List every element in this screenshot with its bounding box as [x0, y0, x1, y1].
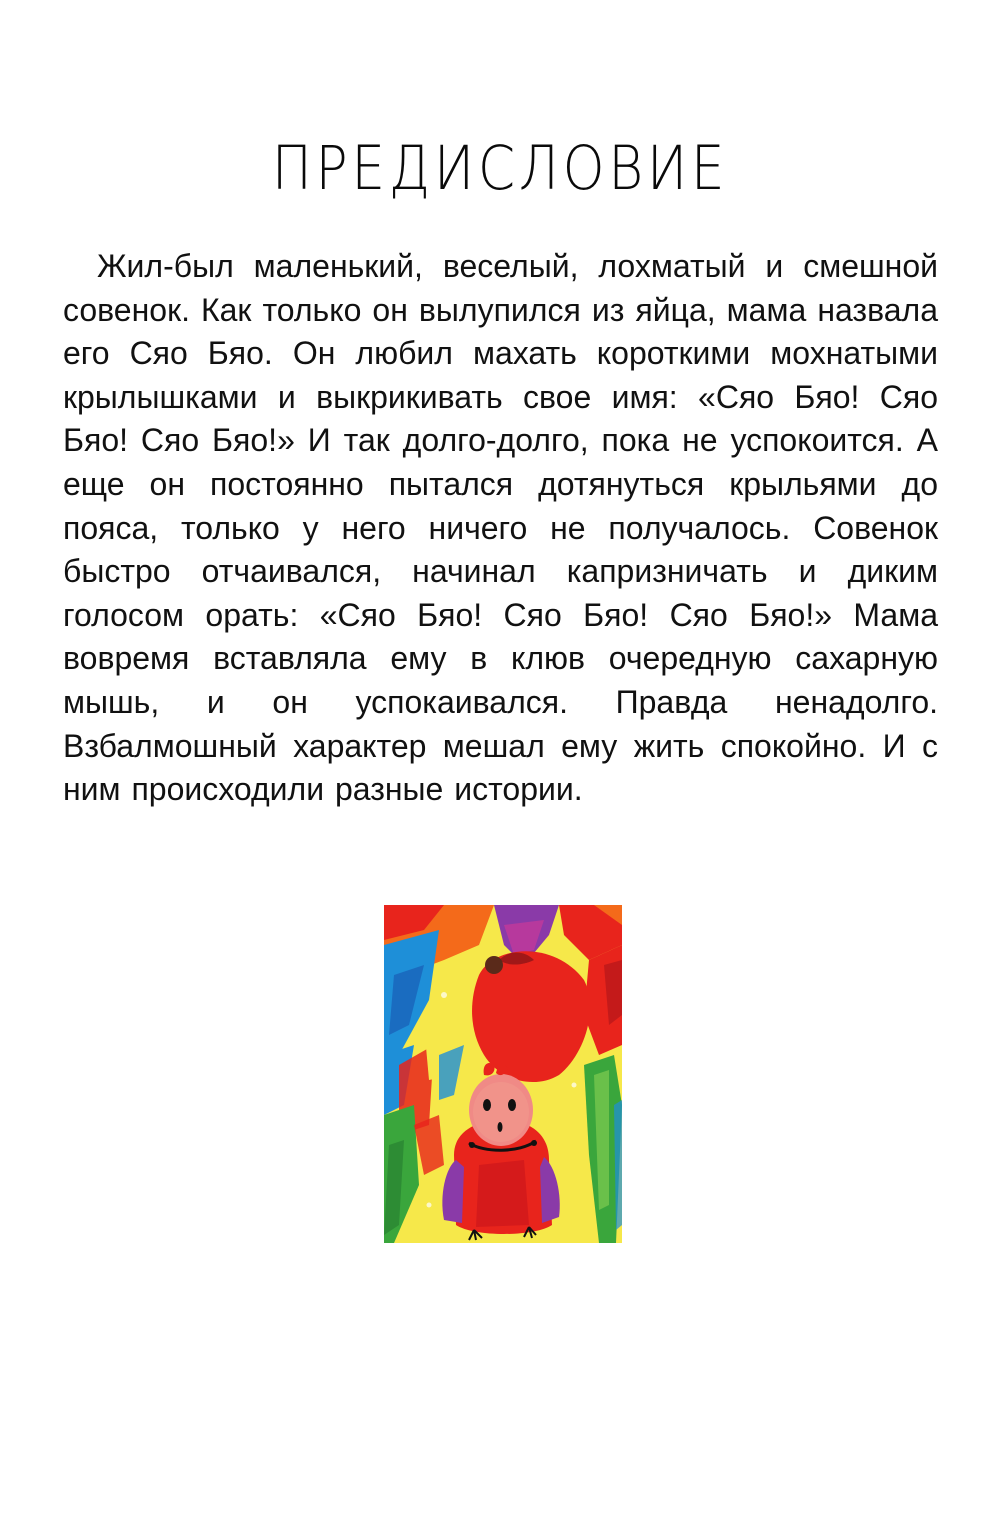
- preface-paragraph: Жил-был маленький, веселый, лохматый и смешной совенок. Как только он вылупился из яйца, мама назвала его Сяо Бяо. Он любил махать короткими мохнатыми крылышками и выкрикивать свое имя: «Сяо Бяо! Сяо Бяо! Сяо Бяо!» И так долго-долго, пока не успокоится. А еще он постоянно пытался дотянуться крыльями до пояса, только у него ничего не получалось. Совенок быстро отчаивался, начинал капризничать и диким голосом орать: «Сяо Бяо! Сяо Бяо! Сяо Бяо!» Мама вовремя вставляла ему в клюв очередную сахарную мышь, и он успокаивался. Правда ненадолго. Взбалмошный характер мешал ему жить спокойно. И с ним происходили разные истории.: [63, 248, 938, 808]
- owlet-illustration: [384, 905, 622, 1243]
- page-title: ПРЕДИСЛОВИЕ: [271, 132, 729, 204]
